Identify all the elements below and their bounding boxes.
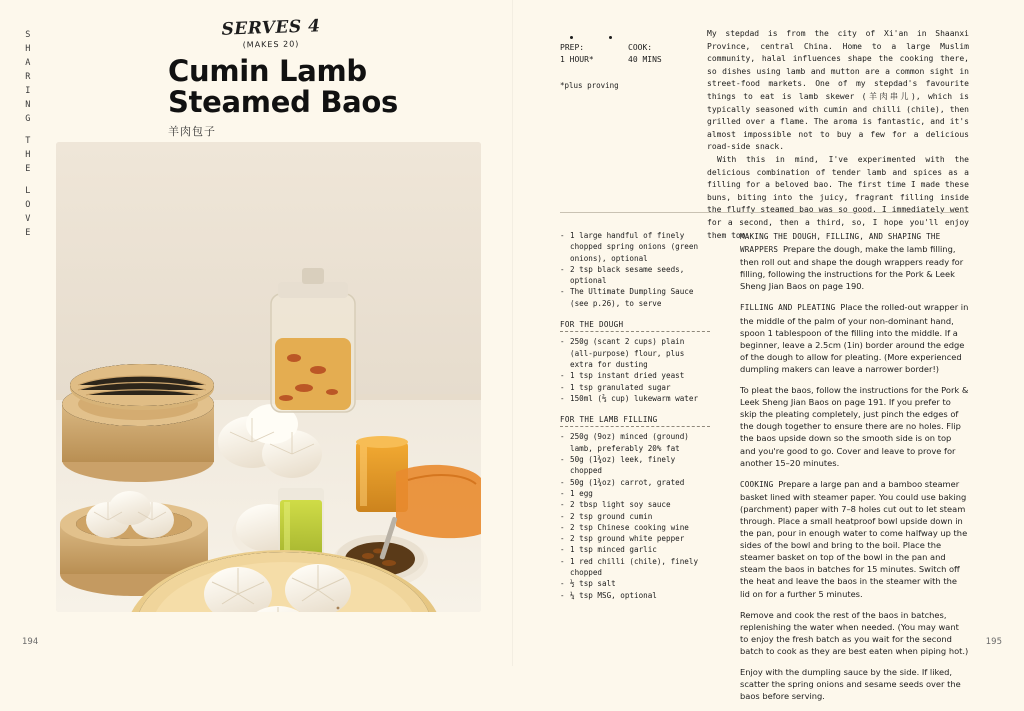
ingredient-text: The Ultimate Dumpling Sauce (see p.26), to serve xyxy=(570,287,694,308)
ingredient-item xyxy=(560,511,710,522)
section-tab-letter: E xyxy=(25,164,31,174)
section-tab-letter: V xyxy=(25,214,31,224)
method-steps xyxy=(740,230,969,711)
bullet-dash-icon: - xyxy=(560,545,565,555)
serves-label: SERVES 4 xyxy=(221,16,321,40)
ingredient-item xyxy=(560,477,710,488)
ingredient-text: 1 egg xyxy=(570,488,593,498)
ingredient-item xyxy=(560,590,710,601)
ingredients-subheading: FOR THE LAMB FILLING xyxy=(560,415,658,425)
ingredient-item xyxy=(560,533,710,544)
ingredient-item xyxy=(560,578,710,589)
section-tab xyxy=(18,28,38,240)
method-step-body: Prepare the dough, make the lamb filling, then roll out and shape the dough wrappers ready for filling, following the instructions for the Pork & Leek Sheng Jian Baos on page 190. xyxy=(740,244,964,292)
section-tab-gap xyxy=(18,176,38,184)
ingredients-subheading-rule xyxy=(560,426,710,427)
bullet-dash-icon: - xyxy=(560,477,565,487)
section-tab-letter: A xyxy=(25,58,31,68)
section-tab-letter: O xyxy=(25,200,31,210)
ingredient-item xyxy=(560,230,710,264)
section-tab-gap xyxy=(18,126,38,134)
timing-block xyxy=(560,36,700,92)
bullet-dash-icon: - xyxy=(560,534,565,544)
method-paragraph xyxy=(740,666,969,702)
ingredient-text: ½ tsp salt xyxy=(570,579,616,589)
cook-value: 40 MINS xyxy=(628,55,662,64)
ingredient-text: 2 tsp ground white pepper xyxy=(570,534,685,544)
timing-labels xyxy=(560,42,700,54)
ingredient-text: 2 tsp ground cumin xyxy=(570,511,653,521)
section-tab-letter: H xyxy=(25,44,31,54)
ingredient-item xyxy=(560,556,710,579)
intro-paragraph: My stepdad is from the city of Xi'an in Shaanxi Province, central China. Home to a large Muslim community, halal influences shape the cooking there, so dishes using lamb and mutton are a common sight in street-food markets. One of my stepdad's favourite things to eat is lamb skewer (羊肉串儿), which is typically seasoned with cumin and chilli (chile), then grilled over a flame. The aroma is fantastic, and it's almost impossible not to buy a few for a delicious road-side snack. xyxy=(707,29,969,152)
ingredient-text: 2 tsp black sesame seeds, optional xyxy=(570,264,685,286)
ingredients-subheading-rule xyxy=(560,331,710,332)
method-step-heading: FILLING AND PLEATING xyxy=(740,303,841,313)
page-title xyxy=(168,56,468,118)
ingredient-text: 250g (9oz) minced (ground) lamb, preferably 20% fat xyxy=(570,432,689,453)
left-page xyxy=(0,0,512,666)
serves-block xyxy=(196,18,346,49)
prep-label: PREP: xyxy=(560,43,585,52)
section-tab-letter: T xyxy=(25,136,31,146)
ingredient-item xyxy=(560,431,710,454)
ingredient-text: 1 large handful of finely chopped spring onions (green onions), optional xyxy=(570,231,699,263)
page-number-left: 194 xyxy=(22,637,39,647)
bullet-dash-icon: - xyxy=(560,522,565,532)
ingredient-item xyxy=(560,286,710,309)
method-paragraph xyxy=(740,609,969,657)
title-line-2: Steamed Baos xyxy=(168,85,398,119)
method-step-body: Prepare a large pan and a bamboo steamer basket lined with steamer paper. You could use baking (parchment) paper with 7–8 holes cut out to let steam through. Place a small heatproof bowl upside down in the pan, pour in enough water to come halfway up the sides of the bowl and bring to the boil. Place the steamer basket on top of the bowl in the pan and steam the baos in batches for 15 minutes. Switch off the heat and leave the baos in the steamer with the lid on for a further 5 minutes. xyxy=(740,478,968,599)
ingredient-item xyxy=(560,522,710,533)
intro-text xyxy=(707,28,969,242)
ingredients-list xyxy=(560,230,710,601)
ingredient-item xyxy=(560,488,710,499)
timing-values xyxy=(560,54,700,66)
makes-label: (MAKES 20) xyxy=(242,39,300,50)
bullet-dash-icon: - xyxy=(560,264,565,274)
bullet-dash-icon: - xyxy=(560,287,565,297)
ingredient-text: 50g (1¾oz) leek, finely chopped xyxy=(570,455,676,476)
chilli-jar xyxy=(271,268,355,412)
ingredient-item xyxy=(560,370,710,381)
ingredient-text: 150ml (⅔ cup) lukewarm water xyxy=(570,393,699,403)
method-step-body: Place the rolled-out wrapper in the middle of the palm of your non-dominant hand, spoon 1 tablespoon of the filling into the middle. If a beginner, leave a 2.5cm (1in) border around the edge of the dough to allow for pleating. (More experienced dumpling makers can leave a narrower border!) xyxy=(740,302,969,374)
bullet-dash-icon: - xyxy=(560,511,565,521)
timing-footnote: *plus proving xyxy=(560,81,619,90)
bullet-dash-icon: - xyxy=(560,432,565,442)
photo-illustration xyxy=(56,142,481,612)
ingredient-text: 1 tsp instant dried yeast xyxy=(570,371,685,381)
dot-icon xyxy=(570,36,573,39)
bullet-dash-icon: - xyxy=(560,500,565,510)
bullet-dash-icon: - xyxy=(560,455,565,465)
recipe-photo xyxy=(56,142,481,612)
method-paragraph xyxy=(740,230,969,292)
ingredient-item xyxy=(560,336,710,370)
orange-cloth xyxy=(396,465,481,538)
ingredient-item xyxy=(560,393,710,404)
chinese-title: 羊肉包子 xyxy=(168,125,216,138)
bullet-dash-icon: - xyxy=(560,488,565,498)
cook-label: COOK: xyxy=(628,43,653,52)
right-page xyxy=(512,0,1024,702)
ingredient-text: 2 tsp Chinese cooking wine xyxy=(570,522,689,532)
bullet-dash-icon: - xyxy=(560,231,565,240)
ingredient-text: 1 tsp minced garlic xyxy=(570,545,657,555)
ingredients-subheading: FOR THE DOUGH xyxy=(560,320,624,330)
method-step-heading: COOKING xyxy=(740,479,779,489)
section-tab-letter: E xyxy=(25,228,31,238)
timing-dots xyxy=(560,36,700,39)
ingredient-text: 1 tsp granulated sugar xyxy=(570,382,671,392)
method-paragraph xyxy=(740,301,969,375)
bullet-dash-icon: - xyxy=(560,393,565,403)
ingredient-text: ¼ tsp MSG, optional xyxy=(570,590,657,600)
prep-value: 1 HOUR* xyxy=(560,55,594,64)
bullet-dash-icon: - xyxy=(560,337,565,347)
bullet-dash-icon: - xyxy=(560,590,565,600)
bullet-dash-icon: - xyxy=(560,579,565,589)
page-number-right: 195 xyxy=(985,637,1002,647)
intro-paragraph: With this in mind, I've experimented with the delicious combination of tender lamb and spices as a filling for a beloved bao. The first time I made these buns, biting into the juicy, fragrant filling inside the fluffy steamed bao was so good, I immediately went for a second, then a third, so, I hope you'll enjoy them too. xyxy=(707,154,969,240)
section-tab-letter: H xyxy=(25,150,31,160)
bullet-dash-icon: - xyxy=(560,371,565,381)
ingredient-item xyxy=(560,264,710,287)
ingredient-text: 1 red chilli (chile), finely chopped xyxy=(570,556,699,578)
section-tab-letter: R xyxy=(25,72,31,82)
ingredient-text: 50g (1¾oz) carrot, grated xyxy=(570,477,685,487)
bullet-dash-icon: - xyxy=(560,556,565,566)
dot-icon xyxy=(609,36,612,39)
section-divider xyxy=(560,212,969,213)
ingredient-item xyxy=(560,382,710,393)
method-step-body: Enjoy with the dumpling sauce by the side. If liked, scatter the spring onions and sesame seeds over the baos before serving. xyxy=(740,667,961,702)
method-paragraph xyxy=(740,478,969,600)
section-tab-letter: L xyxy=(25,186,31,196)
method-paragraph xyxy=(740,384,969,469)
title-line-1: Cumin Lamb xyxy=(168,54,367,88)
ingredient-item xyxy=(560,454,710,477)
section-tab-letter: G xyxy=(25,114,31,124)
method-step-heading: MAKING THE DOUGH, FILLING, AND SHAPING THE WRAPPERS xyxy=(740,232,941,255)
ingredient-item xyxy=(560,499,710,510)
section-tab-letter: S xyxy=(25,30,31,40)
method-step-body: To pleat the baos, follow the instructions for the Pork & Leek Sheng Jian Baos on page 191. If you prefer to skip the pleating completely, just pinch the edges of the dough together to ensure there are no holes. Flip the baos upside down so the smooth side is on top and you're good to go. Cover and leave to prove for another 15–20 minutes. xyxy=(740,385,969,468)
section-tab-letter: N xyxy=(25,100,31,110)
bullet-dash-icon: - xyxy=(560,382,565,392)
method-step-body: Remove and cook the rest of the baos in batches, replenishing the water when needed. (You may want to enjoy the fresh batch as you wait for the second batch to cook as they are best eaten when piping hot.) xyxy=(740,609,969,656)
ingredient-item xyxy=(560,544,710,555)
ingredient-text: 2 tbsp light soy sauce xyxy=(570,500,671,510)
ingredient-text: 250g (scant 2 cups) plain (all-purpose) flour, plus extra for dusting xyxy=(570,337,685,369)
section-tab-letter: I xyxy=(25,86,31,96)
